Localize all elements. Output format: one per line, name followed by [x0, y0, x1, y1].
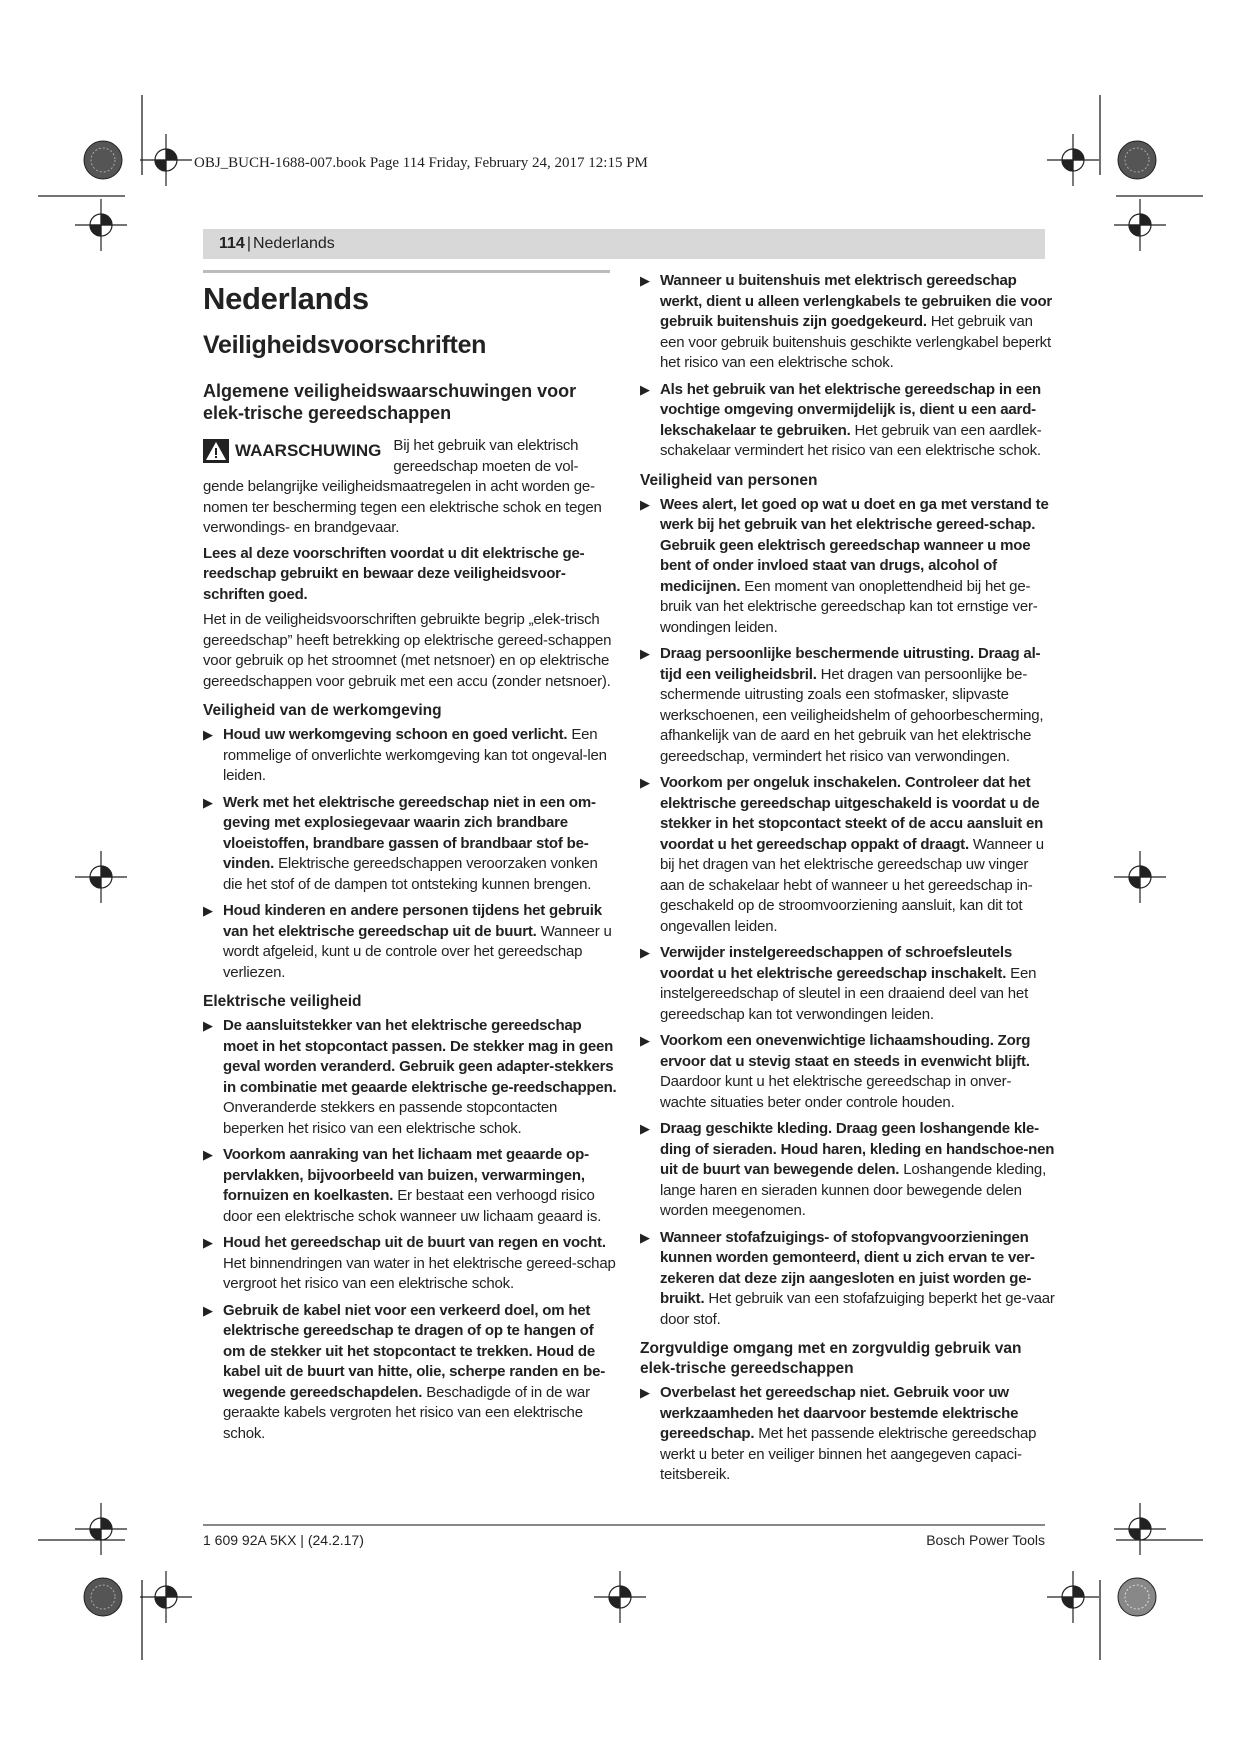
- list-item: [203, 1233, 618, 1295]
- registration-mark-icon: [594, 1571, 646, 1623]
- item-bold-text: Verwijder instelgereedschappen of schroefsleutels voordat u het elektrische gereedschap inschakelt.: [660, 944, 1012, 982]
- list-item: [640, 1031, 1055, 1113]
- list-item: [640, 773, 1055, 937]
- triangle-right-icon: ▶: [203, 794, 213, 810]
- section-heading: Algemene veiligheidswaarschuwingen voor elek-trische gereedschappen: [203, 381, 577, 423]
- page-subtitle: Veiligheidsvoorschriften: [203, 331, 487, 359]
- item-bold-text: De aansluitstekker van het elektrische gereedschap moet in het stopcontact passen. De stekker mag in geen geval worden veranderd. Gebruik geen adapter-stekkers in combinatie met geaarde elektrische ge-reedschappen.: [223, 1017, 617, 1096]
- footer-brand: Bosch Power Tools: [926, 1532, 1045, 1548]
- item-bold-text: Houd kinderen en andere personen tijdens het gebruik van het elektrische gereedschap uit de buurt.: [223, 902, 602, 940]
- color-target-icon: [1118, 1578, 1156, 1616]
- item-bold-text: Voorkom per ongeluk inschakelen. Controleer dat het elektrische gereedschap uitgeschakeld is voordat u de stekker in het stopcontact steekt of de accu aansluit en voordat u het gereedschap oppakt of draagt.: [660, 774, 1044, 853]
- warning-label: WAARSCHUWING: [235, 441, 382, 460]
- subsection-heading: Veiligheid van personen: [640, 471, 818, 489]
- intro-plain: Het in de veiligheidsvoorschriften gebruikte begrip „elek-trisch gereedschap” heeft betrekking op elektrische gereed-schappen voor gebruik op het stroomnet (met netsnoer) en op elektrische gereedschappen voor gebruik met een accu (zonder netsnoer).: [203, 611, 612, 690]
- triangle-right-icon: ▶: [203, 903, 213, 918]
- color-target-icon: [84, 1578, 122, 1616]
- registration-mark-icon: [140, 134, 192, 186]
- item-bold-text: Wanneer stofafzuigings- of stofopvangvoorzieningen kunnen worden gemonteerd, dient u zich ervan te ver-zekeren dat deze zijn aangesloten en juist worden ge-bruikt.: [660, 1228, 1035, 1307]
- triangle-right-icon: ▶: [640, 1121, 650, 1136]
- triangle-right-icon: ▶: [640, 775, 650, 790]
- triangle-right-icon: ▶: [640, 273, 650, 288]
- item-text: Wanneer u wordt afgeleid, kunt u de controle over het gereedschap verliezen.: [223, 922, 612, 981]
- title-rule: [203, 270, 610, 273]
- registration-mark-icon: [1114, 199, 1166, 251]
- item-text: Een instelgereedschap of sleutel in een draaiend deel van het gereedschap kan tot verwondingen leiden.: [660, 964, 1037, 1023]
- list-item: [640, 644, 1055, 767]
- registration-mark-icon: [140, 1571, 192, 1623]
- subsection-heading: Elektrische veiligheid: [203, 993, 362, 1010]
- registration-mark-icon: [1114, 1503, 1166, 1555]
- subsection-heading: Veiligheid van de werkomgeving: [203, 702, 442, 719]
- right-top-items: [640, 271, 1055, 462]
- running-header: [203, 229, 1045, 259]
- header-language: Nederlands: [252, 235, 335, 252]
- left-sections: [203, 701, 618, 1444]
- color-target-icon: [84, 141, 122, 179]
- list-item: [203, 1145, 618, 1227]
- page-title: Nederlands: [203, 281, 369, 316]
- item-bold-text: Wanneer u buitenshuis met elektrisch gereedschap werkt, dient u alleen verlengkabels te gebruiken die voor gebruik buitenshuis zijn goedgekeurd.: [660, 272, 1053, 330]
- list-item: [640, 271, 1055, 374]
- registration-mark-icon: [75, 851, 127, 903]
- item-text: Er bestaat een verhoogd risico door een elektrische schok wanneer uw lichaam geaard is.: [223, 1187, 602, 1225]
- item-bold-text: Werk met het elektrische gereedschap niet in een om-geving met explosiegevaar waarin zich brandbare vloeistoffen, brandbare gassen of brandbaar stof be-vinden.: [223, 793, 596, 872]
- list-item: [640, 380, 1055, 462]
- triangle-right-icon: ▶: [640, 496, 650, 512]
- list-item: [640, 943, 1055, 1025]
- item-text: Beschadigde of in de war geraakte kabels vergroten het risico van een elektrische schok.: [223, 1383, 590, 1442]
- warning-badge: [203, 439, 381, 463]
- list-item: [203, 725, 618, 787]
- triangle-right-icon: ▶: [640, 945, 650, 960]
- item-text: Loshangende kleding, lange haren en sieraden kunnen door bewegende delen worden meegenomen.: [660, 1161, 1047, 1219]
- item-text: Daardoor kunt u het elektrische gereedschap in onver-wachte situaties beter onder controle houden.: [660, 1073, 1012, 1111]
- triangle-right-icon: ▶: [640, 646, 650, 661]
- left-column: [203, 270, 618, 1450]
- page-number: 114: [219, 235, 245, 252]
- item-bold-text: Draag persoonlijke beschermende uitrusting. Draag al-tijd een veiligheidsbril.: [660, 645, 1041, 683]
- item-text: Elektrische gereedschappen veroorzaken vonken die het stof of de dampen tot ontsteking kunnen brengen.: [223, 855, 598, 893]
- item-bold-text: Overbelast het gereedschap niet. Gebruik voor uw werkzaamheden het daarvoor bestemde elektrische gereedschap.: [660, 1384, 1019, 1442]
- item-text: Wanneer u bij het dragen van het elektrische gereedschap uw vinger aan de schakelaar hebt of wanneer u het gereedschap in-geschakeld op de stroomvoorziening aansluit, kan dit tot ongevallen leiden.: [660, 835, 1044, 935]
- triangle-right-icon: ▶: [640, 381, 650, 397]
- item-text: Een rommelige of onverlichte werkomgeving kan tot ongeval-len leiden.: [223, 726, 607, 784]
- triangle-right-icon: ▶: [203, 1147, 213, 1162]
- item-bold-text: Draag geschikte kleding. Draag geen loshangende kle-ding of sieraden. Houd haren, kleding en handschoe-nen uit de buurt van bewegende delen.: [660, 1120, 1055, 1178]
- item-text: Het gebruik van een voor gebruik buitenshuis geschikte verlengkabel beperkt het risico van een elektrische schok.: [660, 313, 1051, 371]
- registration-mark-icon: [1047, 134, 1099, 186]
- item-bold-text: Voorkom een onevenwichtige lichaamshouding. Zorg ervoor dat u stevig staat en steeds in evenwicht blijft.: [660, 1032, 1031, 1070]
- footer-code: 1 609 92A 5KX | (24.2.17): [203, 1532, 364, 1548]
- list-item: [640, 1383, 1055, 1486]
- triangle-right-icon: ▶: [203, 1235, 213, 1250]
- item-text: Het gebruik van een aardlek-schakelaar vermindert het risico van een elektrische schok.: [660, 421, 1042, 459]
- item-bold-text: Wees alert, let goed op wat u doet en ga met verstand te werk bij het gebruik van het elektrische gereed-schap. Gebruik geen elektrisch gereedschap wanneer u moe bent of onder invloed staat van drugs, alcohol of medicijnen.: [660, 495, 1049, 595]
- list-item: [640, 495, 1055, 639]
- color-target-icon: [1118, 141, 1156, 179]
- item-bold-text: Voorkom aanraking van het lichaam met geaarde op-pervlakken, bijvoorbeeld van buizen, verwarmingen, fornuizen en koelkasten.: [223, 1146, 589, 1204]
- item-bold-text: Als het gebruik van het elektrische gereedschap in een vochtige omgeving onvermijdelijk is, dient u een aard-lekschakelaar te gebruiken.: [660, 380, 1042, 439]
- item-text: Een moment van onoplettendheid bij het ge-bruik van het elektrische gereedschap kan tot ernstige ver-wondingen leiden.: [660, 577, 1038, 636]
- registration-mark-icon: [1047, 1571, 1099, 1623]
- list-item: [640, 1119, 1055, 1222]
- registration-mark-icon: [75, 199, 127, 251]
- registration-mark-icon: [1114, 851, 1166, 903]
- warning-text: Bij het gebruik van elektrisch gereedschap moeten de vol-gende belangrijke veiligheidsmaatregelen in acht worden ge-nomen ter bescherming tegen een elektrische schok en tegen verwondings- en brandgevaar.: [203, 437, 602, 536]
- triangle-right-icon: ▶: [203, 1302, 213, 1318]
- item-bold-text: Gebruik de kabel niet voor een verkeerd doel, om het elektrische gereedschap te dragen of op te hangen of om de stekker uit het stopcontact te trekken. Houd de kabel uit de buurt van hitte, olie, scherpe randen en be-wegende gereedschapdelen.: [223, 1301, 606, 1401]
- subsection-heading: Zorgvuldige omgang met en zorgvuldig gebruik van elek-trische gereedschappen: [640, 1340, 1022, 1377]
- item-text: Het dragen van persoonlijke be-schermende uitrusting zoals een stofmasker, slipvaste werkschoenen, een veiligheidshelm of gehoorbescherming, afhankelijk van de aard en het gebruik van het elektrische gereedschap, vermindert het risico van verwondingen.: [660, 665, 1044, 765]
- registration-mark-icon: [75, 1503, 127, 1555]
- item-text: Het gebruik van een stofafzuiging beperkt het ge-vaar door stof.: [660, 1290, 1055, 1328]
- triangle-right-icon: ▶: [640, 1385, 650, 1400]
- list-item: [640, 1228, 1055, 1331]
- item-text: Het binnendringen van water in het elektrische gereed-schap vergroot het risico van een elektrische schok.: [223, 1254, 616, 1292]
- triangle-right-icon: ▶: [640, 1229, 650, 1245]
- print-info: OBJ_BUCH-1688-007.book Page 114 Friday, February 24, 2017 12:15 PM: [194, 155, 648, 171]
- item-bold-text: Houd uw werkomgeving schoon en goed verlicht.: [223, 726, 568, 743]
- list-item: [203, 793, 618, 896]
- item-text: Onveranderde stekkers en passende stopcontacten beperken het risico van een elektrische schok.: [223, 1099, 558, 1137]
- item-text: Met het passende elektrische gereedschap werkt u beter en veiliger binnen het aangegeven capaci-teitsbereik.: [660, 1425, 1037, 1483]
- triangle-right-icon: ▶: [640, 1033, 650, 1048]
- list-item: [203, 1016, 618, 1139]
- warning-block: [203, 436, 618, 539]
- warning-triangle-icon: [203, 439, 229, 463]
- item-bold-text: Houd het gereedschap uit de buurt van regen en vocht.: [223, 1234, 606, 1251]
- intro-bold: Lees al deze voorschriften voordat u dit elektrische ge-reedschap gebruikt en bewaar deze veiligheidsvoor-schriften goed.: [203, 544, 585, 603]
- triangle-right-icon: ▶: [203, 727, 213, 742]
- page-footer: [203, 1524, 1045, 1548]
- header-separator: |: [246, 235, 251, 252]
- list-item: [203, 1301, 618, 1445]
- right-sections: [640, 471, 1055, 1486]
- right-column: [640, 271, 1055, 1492]
- triangle-right-icon: ▶: [203, 1018, 213, 1033]
- list-item: [203, 901, 618, 983]
